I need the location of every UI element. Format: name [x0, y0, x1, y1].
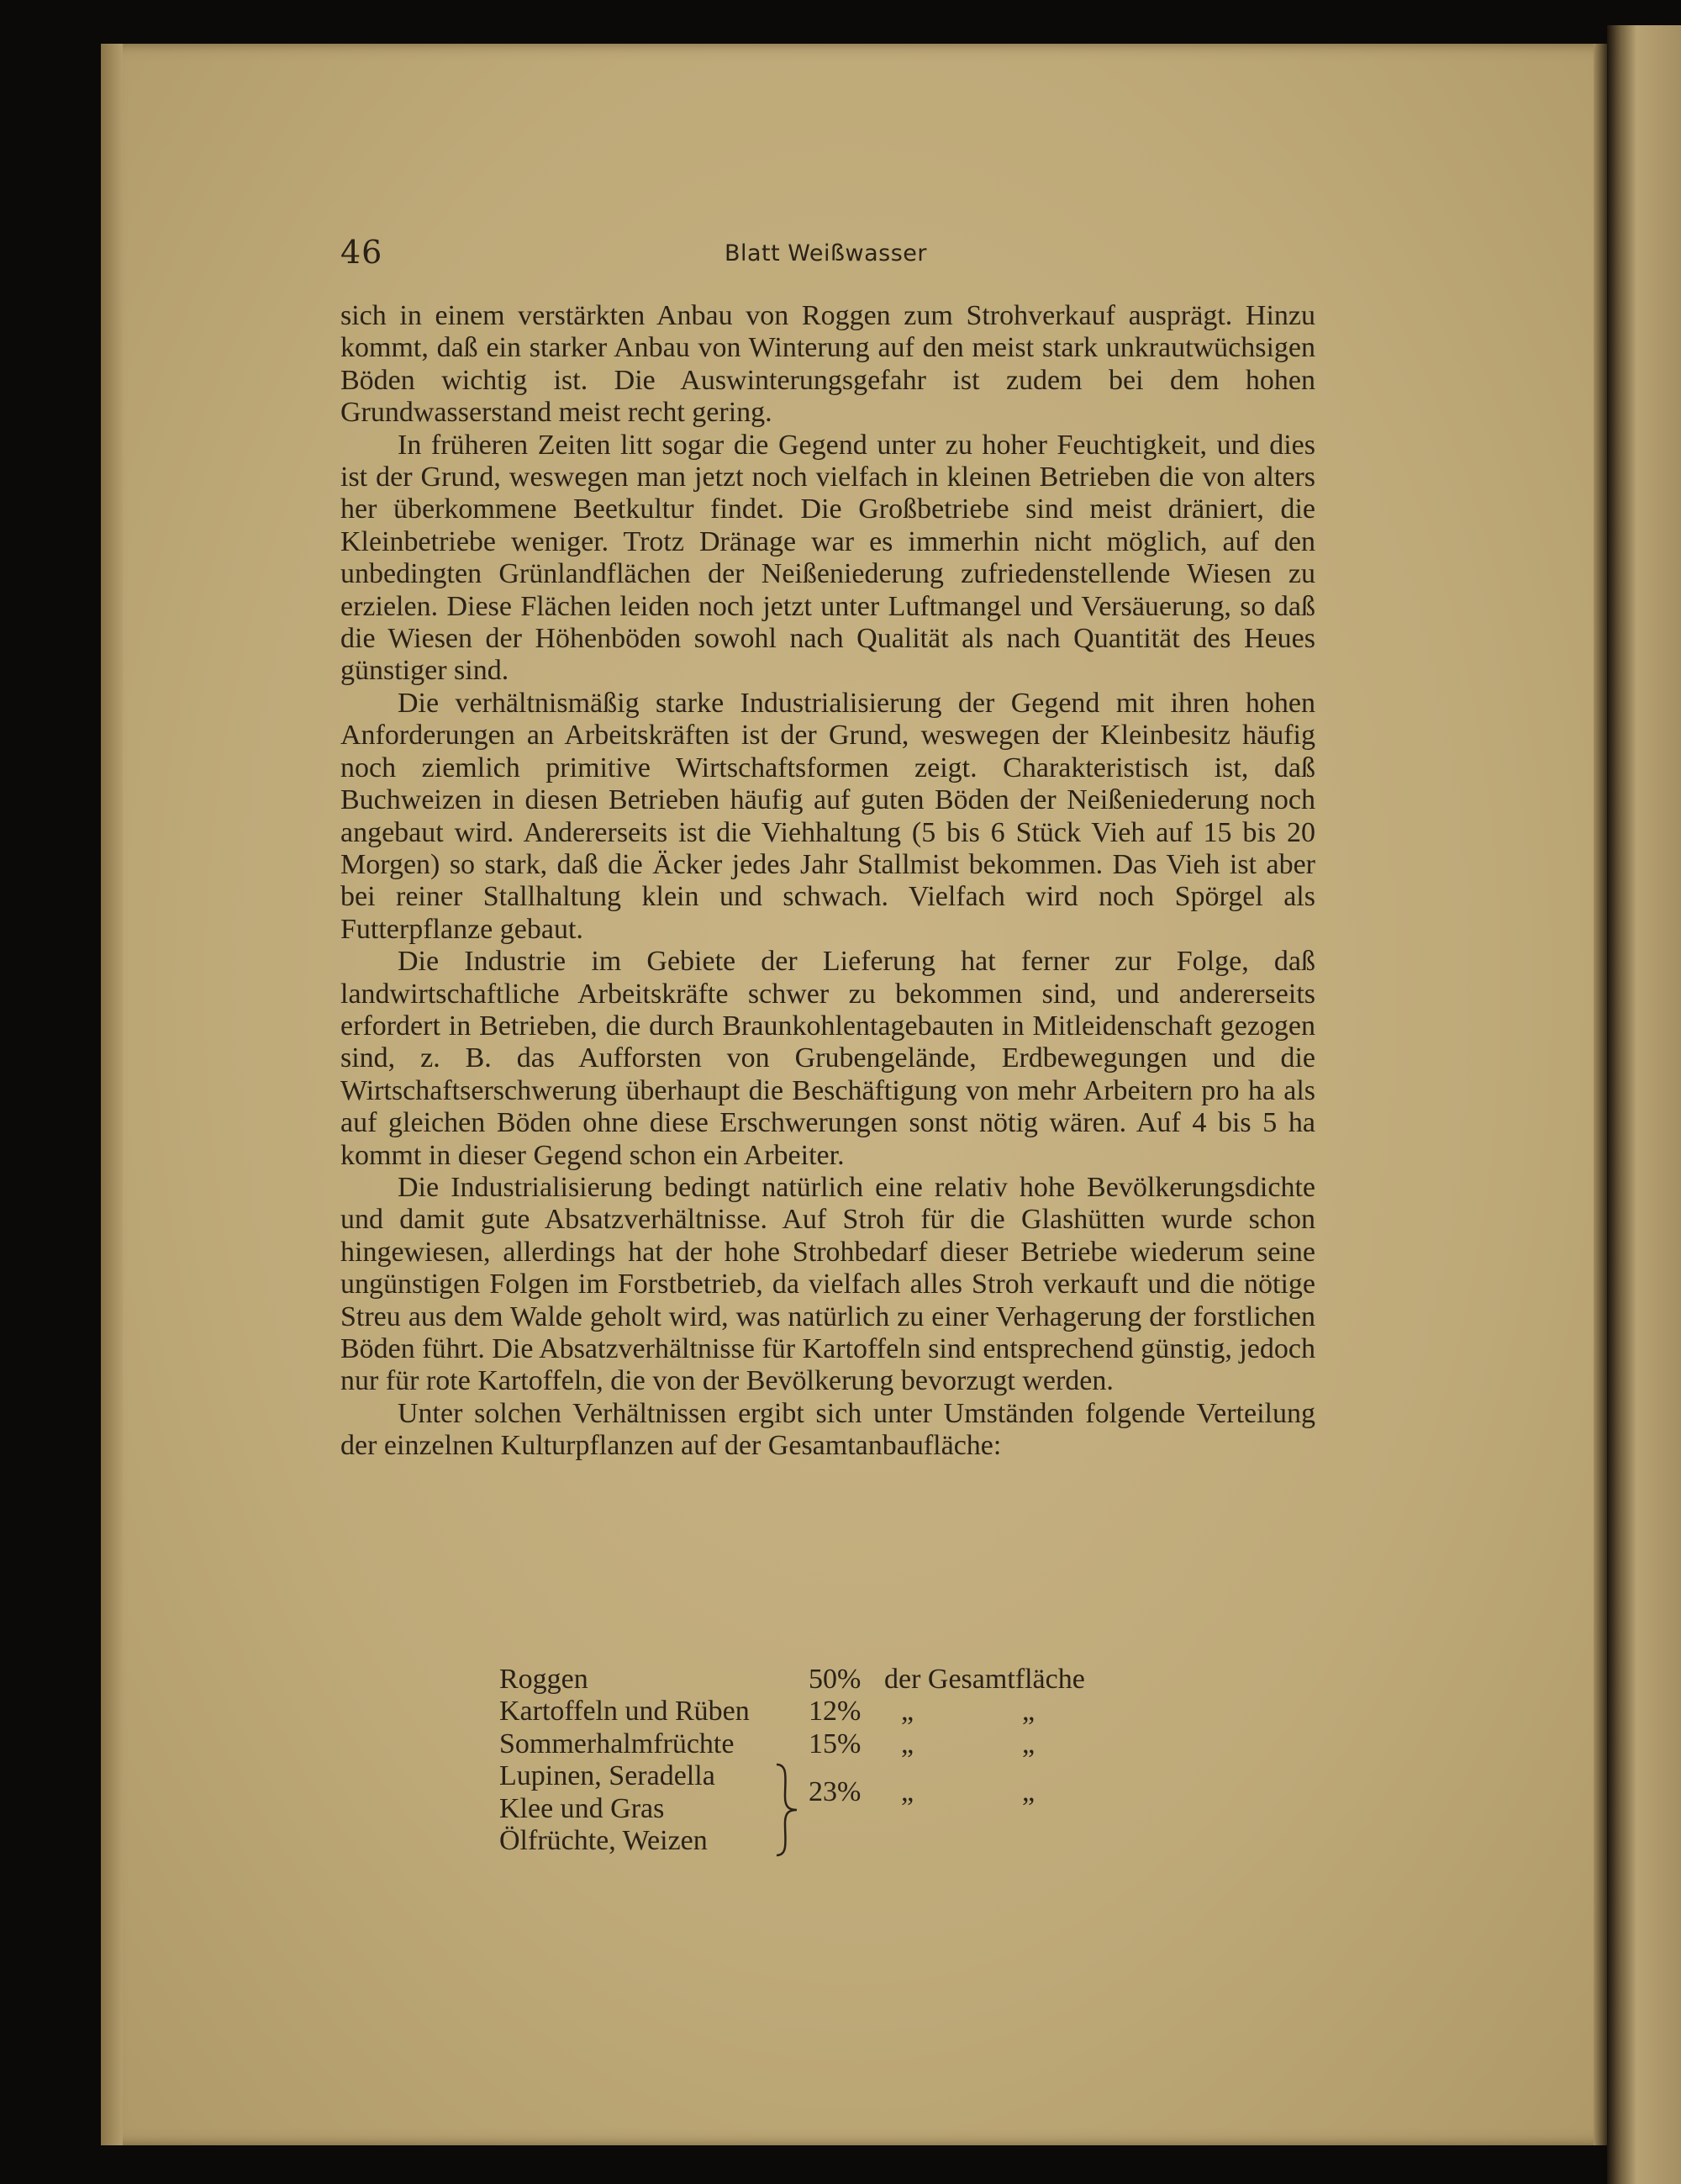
crop-name: Kartoffeln und Rüben — [499, 1696, 750, 1728]
crop-name: Ölfrüchte, Weizen — [499, 1824, 708, 1856]
paragraph: sich in einem verstärkten Anbau von Roggen zum Strohverkauf ausprägt. Hinzu kommt, daß ein starker Anbau von Winterung auf den meist stark unkrautwüchsigen Böden wichtig ist. Die Auswinterungsgefahr ist zudem bei dem hohen Grundwasserstand meist recht gering. — [340, 300, 1315, 429]
body-text — [340, 300, 1315, 1463]
paragraph: Die verhältnismäßig starke Industrialisierung der Gegend mit ihren hohen Anforderungen an Arbeitskräften ist der Grund, weswegen der Kleinbesitz häufig noch ziemlich primitive Wirtschaftsformen zeigt. Charakteristisch ist, daß Buchweizen in diesen Betrieben häufig auf guten Böden der Neißeniederung noch angebaut wird. Andererseits ist die Viehhaltung (5 bis 6 Stück Vieh auf 15 bis 20 Morgen) so stark, daß die Äcker jedes Jahr Stallmist bekommen. Das Vieh ist aber bei reiner Stallhaltung klein und schwach. Vielfach wird noch Spörgel als Futterpflanze gebaut. — [340, 687, 1315, 945]
crop-percent: 50% — [809, 1664, 862, 1695]
curly-brace-icon — [773, 1763, 800, 1857]
crop-name: Roggen — [499, 1664, 588, 1695]
ditto-mark: „ — [1022, 1728, 1035, 1759]
percent-suffix: der Gesamtfläche — [884, 1664, 1085, 1695]
page-number: 46 — [340, 234, 383, 271]
page-left-edge — [101, 44, 123, 2145]
crop-percent: 15% — [809, 1728, 862, 1759]
page-header — [340, 234, 1311, 276]
crop-percent: 23% — [809, 1776, 862, 1807]
crop-name: Klee und Gras — [499, 1792, 665, 1824]
ditto-mark: „ — [901, 1728, 914, 1759]
crop-name: Lupinen, Seradella — [499, 1760, 715, 1792]
crop-name: Sommerhalmfrüchte — [499, 1728, 735, 1759]
ditto-mark: „ — [901, 1696, 914, 1728]
ditto-mark: „ — [1022, 1696, 1035, 1728]
paragraph: Die Industrie im Gebiete der Lieferung hat ferner zur Folge, daß landwirtschaftliche Arbeitskräfte schwer zu bekommen sind, und andererseits erfordert in Betrieben, die durch Braunkohlentagebauten in Mitleidenschaft gezogen sind, z. B. das Aufforsten von Grubengelände, Erdbewegungen und die Wirtschaftserschwerung überhaupt die Beschäftigung von mehr Arbeitern pro ha als auf gleichen Böden ohne diese Erschwerungen sonst nötig wären. Auf 4 bis 5 ha kommt in dieser Gegend schon ein Arbeiter. — [340, 946, 1315, 1171]
paragraph: Unter solchen Verhältnissen ergibt sich unter Umständen folgende Verteilung der einzelnen Kulturpflanzen auf der Gesamtanbaufläche: — [340, 1397, 1315, 1462]
ditto-mark: „ — [1022, 1776, 1035, 1807]
paragraph: In früheren Zeiten litt sogar die Gegend unter zu hoher Feuchtigkeit, und dies ist der Grund, weswegen man jetzt noch vielfach in kleinen Betrieben die von alters her überkommene Beetkultur findet. Die Großbetriebe sind meist dräniert, die Kleinbetriebe weniger. Trotz Dränage war es immerhin nicht möglich, auf den unbedingten Grünlandflächen der Neißeniederung zufriedenstellende Wiesen zu erzielen. Diese Flächen leiden noch jetzt unter Luftmangel und Versäuerung, so daß die Wiesen der Höhenböden sowohl nach Qualität als nach Quantität des Heues günstiger sind. — [340, 429, 1315, 687]
running-title: Blatt Weißwasser — [724, 240, 928, 266]
paragraph: Die Industrialisierung bedingt natürlich eine relativ hohe Bevölkerungsdichte und damit gute Absatzverhältnisse. Auf Stroh für die Glashütten wurde schon hingewiesen, allerdings hat der hohe Strohbedarf dieser Betriebe wiederum seine ungünstigen Folgen im Forstbetrieb, da vielfach alles Stroh verkauft und die nötige Streu aus dem Walde geholt wird, was natürlich zu einer Verhagerung der forstlichen Böden führt. Die Absatzverhältnisse für Kartoffeln sind entsprechend günstig, jedoch nur für rote Kartoffeln, die von der Bevölkerung bevorzugt werden. — [340, 1171, 1315, 1397]
crop-percent: 12% — [809, 1696, 862, 1728]
adjacent-page-edge — [1607, 25, 1681, 2184]
ditto-mark: „ — [901, 1776, 914, 1807]
